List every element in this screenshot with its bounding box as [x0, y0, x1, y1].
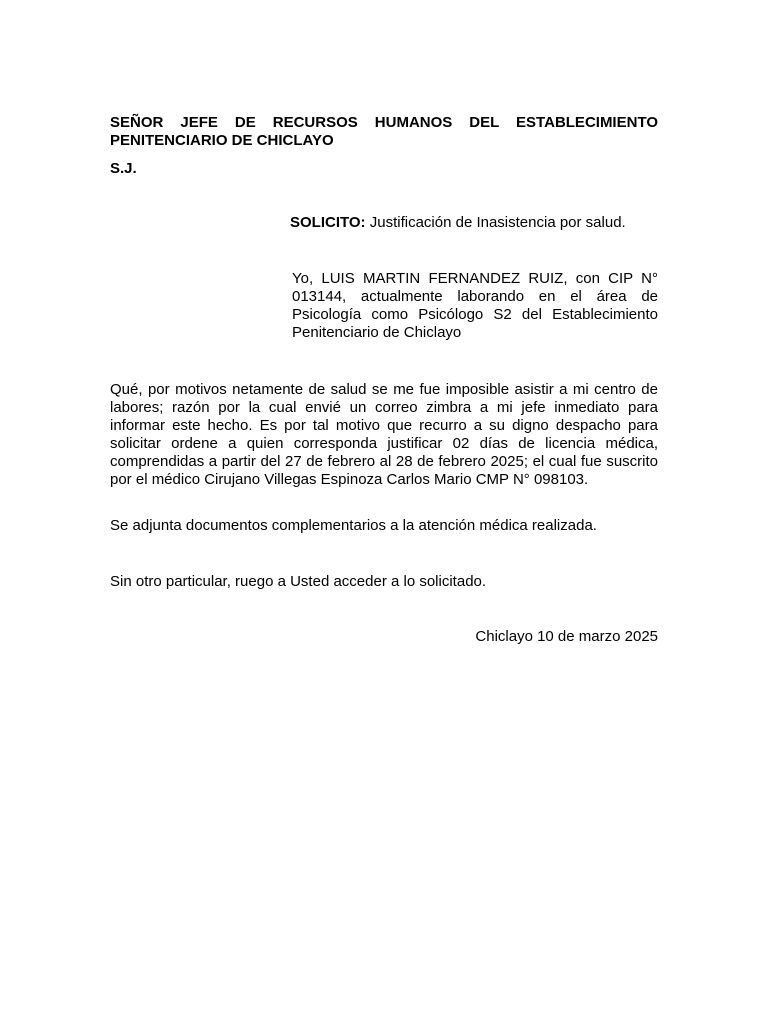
- sj-abbreviation: S.J.: [110, 160, 137, 177]
- solicito-label: SOLICITO:: [290, 214, 366, 231]
- attachment-paragraph: Se adjunta documentos complementarios a la atención médica realizada.: [110, 517, 597, 534]
- intro-paragraph: Yo, LUIS MARTIN FERNANDEZ RUIZ, con CIP N° 013144, actualmente laborando en el área de Psicología como Psicólogo S2 del Establecimiento Penitenciario de Chiclayo: [292, 270, 658, 341]
- place-date: Chiclayo 10 de marzo 2025: [475, 628, 658, 645]
- solicito-line: [290, 214, 690, 232]
- closing-paragraph: Sin otro particular, ruego a Usted acceder a lo solicitado.: [110, 573, 487, 590]
- body-paragraph: Qué, por motivos netamente de salud se me fue imposible asistir a mi centro de labores; razón por la cual envié un correo zimbra a mi jefe inmediato para informar este hecho. Es por tal motivo que recurro a su digno despacho para solicitar ordene a quien corresponda justificar 02 días de licencia médica, comprendidas a partir del 27 de febrero al 28 de febrero 2025; el cual fue suscrito por el médico Cirujano Villegas Espinoza Carlos Mario CMP N° 098103.: [110, 381, 658, 488]
- solicito-text: Justificación de Inasistencia por salud.: [365, 214, 626, 231]
- addressee-heading: SEÑOR JEFE DE RECURSOS HUMANOS DEL ESTABLECIMIENTO PENITENCIARIO DE CHICLAYO: [110, 114, 658, 149]
